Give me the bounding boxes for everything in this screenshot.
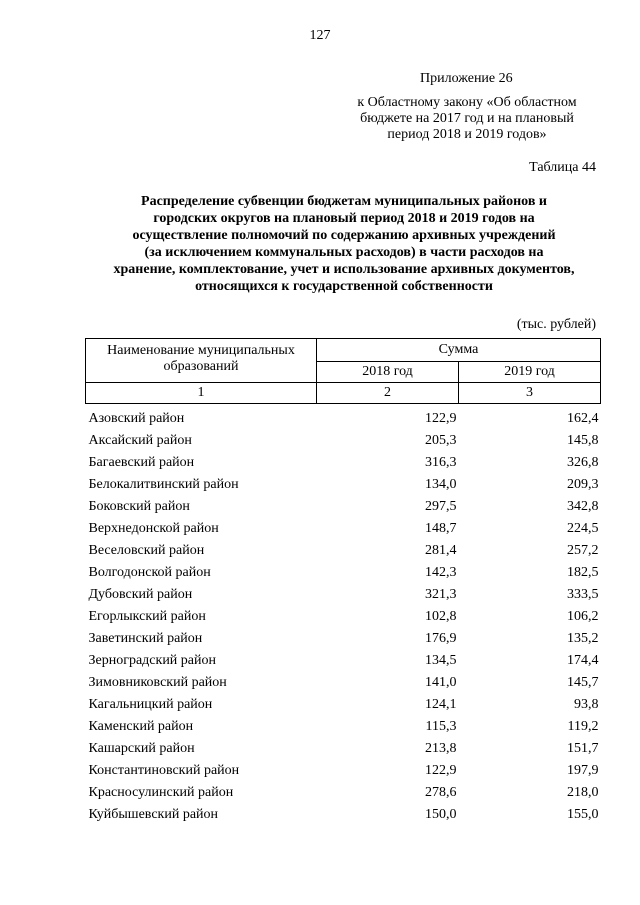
value-2019: 106,2 [567,609,599,624]
table-body [86,404,601,827]
value-2019: 135,2 [567,631,599,646]
column-index: 3 [459,383,601,404]
municipality-name: Константиновский район [88,763,240,778]
title-line: осуществление полномочий по содержанию архивных учреждений [132,228,556,243]
law-reference [330,95,604,143]
page-number: 127 [309,28,331,43]
table-row [86,540,601,562]
table-row [86,694,601,716]
municipality-name: Аксайский район [88,433,192,448]
value-2018: 213,8 [425,741,457,756]
appendix-label: Приложение 26 [420,71,513,86]
column-index: 2 [317,383,459,404]
units-label: (тыс. рублей) [516,317,596,332]
table-row [86,430,601,452]
value-2019: 218,0 [567,785,599,800]
table-row [86,452,601,474]
value-2019: 93,8 [574,697,599,712]
municipality-name: Белокалитвинский район [88,477,239,492]
value-2018: 176,9 [425,631,457,646]
table-row [86,606,601,628]
municipality-name: Веселовский район [88,543,205,558]
table-row [86,738,601,760]
value-2018: 281,4 [425,543,457,558]
value-2018: 278,6 [425,785,457,800]
value-2018: 150,0 [425,807,457,822]
table-row [86,782,601,804]
value-2018: 321,3 [425,587,457,602]
municipality-name: Егорлыкский район [88,609,206,624]
value-2018: 141,0 [425,675,457,690]
municipality-name: Кашарский район [88,741,195,756]
value-2019: 209,3 [567,477,599,492]
value-2019: 119,2 [567,719,599,734]
table-row [86,650,601,672]
value-2018: 316,3 [425,455,457,470]
value-2019: 145,8 [567,433,599,448]
municipality-name: Кагальницкий район [88,697,213,712]
value-2019: 155,0 [567,807,599,822]
value-2019: 326,8 [567,455,599,470]
value-2019: 197,9 [567,763,599,778]
municipality-name: Багаевский район [88,455,195,470]
document-title [74,193,614,295]
municipality-name: Дубовский район [88,587,193,602]
value-2018: 205,3 [425,433,457,448]
title-line: относящихся к государственной собственности [195,279,493,294]
municipality-name: Каменский район [88,719,194,734]
municipality-name: Верхнедонской район [88,521,219,536]
table-row [86,584,601,606]
municipality-name: Зерноградский район [88,653,216,668]
column-index: 1 [86,383,317,404]
table-row [86,716,601,738]
header-year-2019: 2019 год [459,362,601,383]
value-2018: 102,8 [425,609,457,624]
title-line: (за исключением коммунальных расходов) в части расходов на [144,245,544,260]
value-2019: 257,2 [567,543,599,558]
table-row [86,760,601,782]
table-row [86,518,601,540]
value-2019: 151,7 [567,741,599,756]
value-2018: 124,1 [425,697,457,712]
header-municipality: Наименование муниципальных образований [86,339,317,383]
law-reference-line: бюджете на 2017 год и на плановый [360,111,574,126]
value-2018: 134,5 [425,653,457,668]
title-line: Распределение субвенции бюджетам муниципальных районов и [141,194,547,209]
value-2018: 134,0 [425,477,457,492]
table-row [86,404,601,431]
table-row [86,804,601,826]
municipality-name: Волгодонской район [88,565,211,580]
header-sum: Сумма [317,339,601,362]
value-2018: 122,9 [425,763,457,778]
value-2019: 342,8 [567,499,599,514]
title-line: городских округов на плановый период 2018 и 2019 годов на [153,211,535,226]
value-2019: 174,4 [567,653,599,668]
table-row [86,562,601,584]
value-2018: 297,5 [425,499,457,514]
value-2019: 224,5 [567,521,599,536]
municipality-name: Боковский район [88,499,190,514]
municipality-name: Зимовниковский район [88,675,227,690]
title-line: хранение, комплектование, учет и использование архивных документов, [113,262,575,277]
header-year-2018: 2018 год [317,362,459,383]
municipality-name: Заветинский район [88,631,203,646]
value-2018: 115,3 [425,719,457,734]
municipality-name: Красносулинский район [88,785,234,800]
value-2018: 122,9 [425,411,457,426]
table-row [86,628,601,650]
value-2019: 182,5 [567,565,599,580]
municipality-name: Азовский район [88,411,185,426]
municipality-name: Куйбышевский район [88,807,219,822]
value-2019: 333,5 [567,587,599,602]
value-2018: 142,3 [425,565,457,580]
value-2019: 162,4 [567,411,599,426]
law-reference-line: период 2018 и 2019 годов» [387,127,547,142]
value-2019: 145,7 [567,675,599,690]
value-2018: 148,7 [425,521,457,536]
table-row [86,496,601,518]
table-row [86,672,601,694]
table-row [86,474,601,496]
table-number: Таблица 44 [529,160,596,175]
subvention-table [85,338,601,826]
law-reference-line: к Областному закону «Об областном [357,95,577,110]
